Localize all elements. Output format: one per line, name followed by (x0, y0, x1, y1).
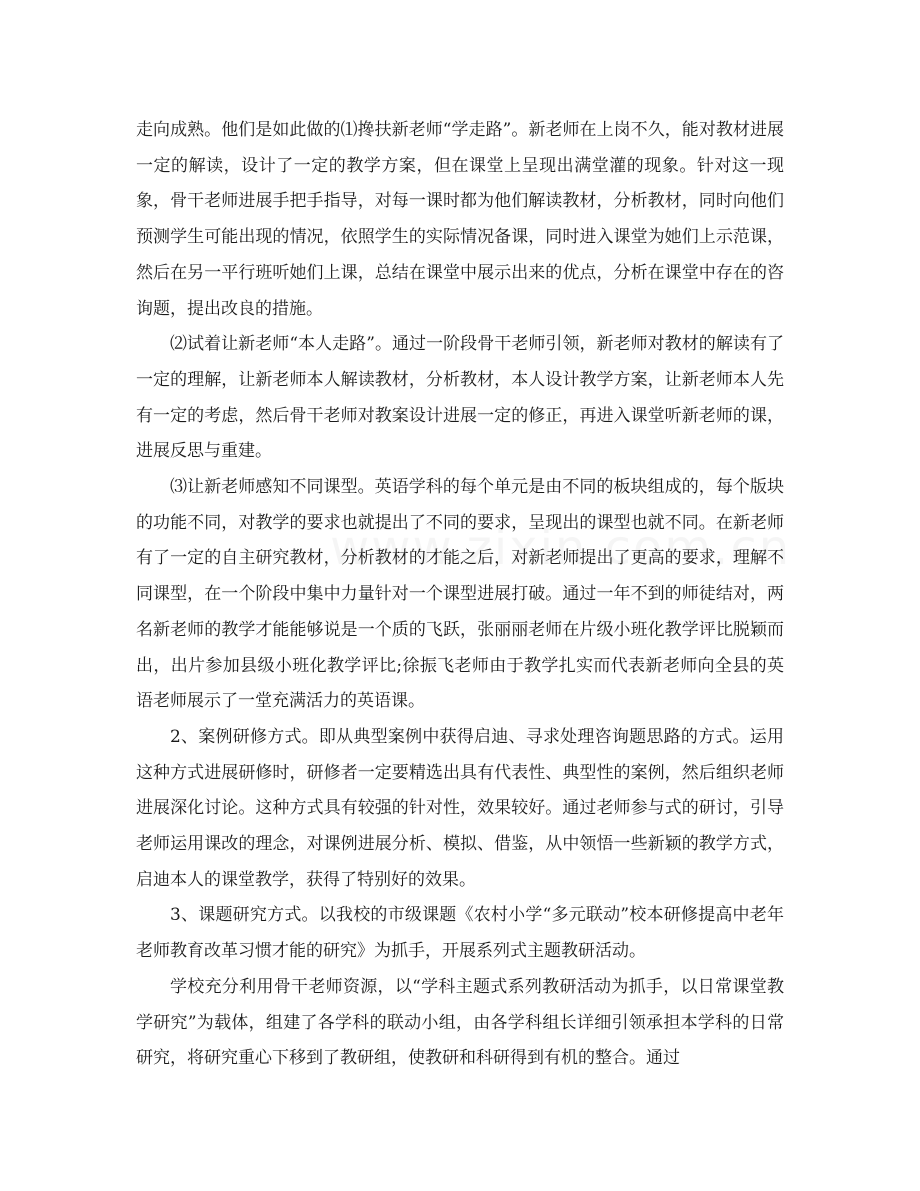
paragraph: ⑵试着让新老师“本人走路”。通过一阶段骨干老师引领，新老师对教材的解读有了一定的理解，让新老师本人解读教材，分析教材，本人设计教学方案，让新老师本人先有一定的考虑，然后骨干老师对教案设计进展一定的修正，再进入课堂听新老师的课，进展反思与重建。 (136, 334, 784, 462)
document-body (136, 113, 784, 1077)
paragraph: 3、课题研究方式。以我校的市级课题《农村小学“多元联动”校本研修提高中老年老师教育改革习惯才能的研究》为抓手，开展系列式主题教研活动。 (136, 905, 784, 962)
paragraph: 走向成熟。他们是如此做的⑴搀扶新老师“学走路”。新老师在上岗不久，能对教材进展一定的解读，设计了一定的教学方案，但在课堂上呈现出满堂灌的现象。针对这一现象，骨干老师进展手把手指导，对每一课时都为他们解读教材，分析教材，同时向他们预测学生可能出现的情况，依照学生的实际情况备课，同时进入课堂为她们上示范课，然后在另一平行班听她们上课，总结在课堂中展示出来的优点，分析在课堂中存在的咨询题，提出改良的措施。 (136, 120, 784, 319)
paragraph: 学校充分利用骨干老师资源，以“学科主题式系列教研活动为抓手，以日常课堂教学研究”为载体，组建了各学科的联动小组，由各学科组长详细引领承担本学科的日常研究，将研究重心下移到了教研组，使教研和科研得到有机的整合。通过 (136, 976, 784, 1069)
paragraph: 2、案例研修方式。即从典型案例中获得启迪、寻求处理咨询题思路的方式。运用这种方式进展研修时，研修者一定要精选出具有代表性、典型性的案例，然后组织老师进展深化讨论。这种方式具有较强的针对性，效果较好。通过老师参与式的研讨，引导老师运用课改的理念，对课例进展分析、模拟、借鉴，从中领悟一些新颖的教学方式，启迪本人的课堂教学，获得了特别好的效果。 (136, 726, 784, 890)
paragraph: ⑶让新老师感知不同课型。英语学科的每个单元是由不同的板块组成的，每个版块的功能不同，对教学的要求也就提出了不同的要求，呈现出的课型也就不同。在新老师有了一定的自主研究教材，分析教材的才能之后，对新老师提出了更高的要求，理解不同课型，在一个阶段中集中力量针对一个课型进展打破。通过一年不到的师徒结对，两名新老师的教学才能能够说是一个质的飞跃，张丽丽老师在片级小班化教学评比脱颖而出，出片参加县级小班化教学评比;徐振飞老师由于教学扎实而代表新老师向全县的英语老师展示了一堂充满活力的英语课。 (136, 477, 784, 712)
